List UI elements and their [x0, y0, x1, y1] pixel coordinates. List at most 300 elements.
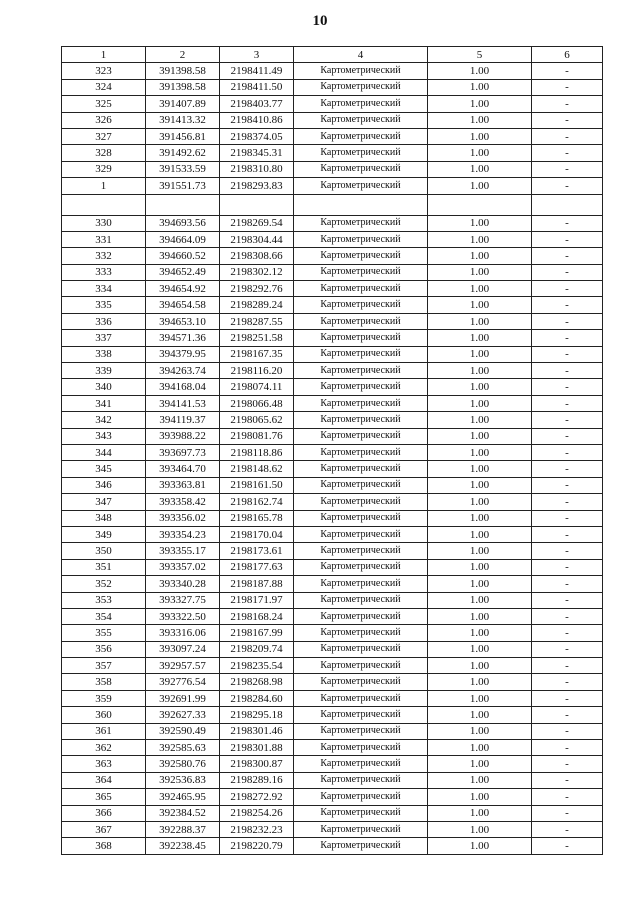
method-cell: Картометрический: [294, 805, 428, 821]
accuracy-cell: 1.00: [428, 821, 532, 837]
accuracy-cell: 1.00: [428, 313, 532, 329]
y-coordinate-cell: 2198403.77: [220, 96, 294, 112]
method-cell: Картометрический: [294, 346, 428, 362]
x-coordinate-cell: 394664.09: [146, 231, 220, 247]
table-row: [62, 444, 603, 460]
point-number-cell: 367: [62, 821, 146, 837]
method-cell: Картометрический: [294, 428, 428, 444]
note-cell: -: [532, 444, 603, 460]
x-coordinate-cell: 394119.37: [146, 412, 220, 428]
x-coordinate-cell: 392627.33: [146, 707, 220, 723]
accuracy-cell: 1.00: [428, 128, 532, 144]
y-coordinate-cell: 2198295.18: [220, 707, 294, 723]
note-cell: -: [532, 477, 603, 493]
method-cell: Картометрический: [294, 559, 428, 575]
note-cell: -: [532, 128, 603, 144]
y-coordinate-cell: 2198269.54: [220, 215, 294, 231]
x-coordinate-cell: 393327.75: [146, 592, 220, 608]
y-coordinate-cell: 2198066.48: [220, 395, 294, 411]
method-cell: Картометрический: [294, 128, 428, 144]
method-cell: Картометрический: [294, 79, 428, 95]
accuracy-cell: 1.00: [428, 363, 532, 379]
table-row: [62, 363, 603, 379]
table-row: [62, 526, 603, 542]
y-coordinate-cell: 2198254.26: [220, 805, 294, 821]
method-cell: Картометрический: [294, 608, 428, 624]
method-cell: Картометрический: [294, 658, 428, 674]
table-row: [62, 264, 603, 280]
y-coordinate-cell: 2198300.87: [220, 756, 294, 772]
method-cell: Картометрический: [294, 161, 428, 177]
note-cell: -: [532, 112, 603, 128]
note-cell: -: [532, 740, 603, 756]
table-row: [62, 63, 603, 79]
y-coordinate-cell: 2198167.35: [220, 346, 294, 362]
table-row: [62, 128, 603, 144]
x-coordinate-cell: 393358.42: [146, 494, 220, 510]
point-number-cell: 339: [62, 363, 146, 379]
accuracy-cell: 1.00: [428, 625, 532, 641]
point-number-cell: 364: [62, 772, 146, 788]
accuracy-cell: 1.00: [428, 576, 532, 592]
y-coordinate-cell: 2198301.88: [220, 740, 294, 756]
x-coordinate-cell: 393097.24: [146, 641, 220, 657]
method-cell: Картометрический: [294, 330, 428, 346]
empty-cell: [428, 194, 532, 215]
x-coordinate-cell: 392957.57: [146, 658, 220, 674]
note-cell: -: [532, 363, 603, 379]
table-row: [62, 379, 603, 395]
x-coordinate-cell: 393357.02: [146, 559, 220, 575]
note-cell: -: [532, 297, 603, 313]
method-cell: Картометрический: [294, 625, 428, 641]
y-coordinate-cell: 2198187.88: [220, 576, 294, 592]
method-cell: Картометрический: [294, 145, 428, 161]
note-cell: -: [532, 63, 603, 79]
accuracy-cell: 1.00: [428, 756, 532, 772]
accuracy-cell: 1.00: [428, 379, 532, 395]
table-row: [62, 428, 603, 444]
y-coordinate-cell: 2198171.97: [220, 592, 294, 608]
accuracy-cell: 1.00: [428, 346, 532, 362]
y-coordinate-cell: 2198411.49: [220, 63, 294, 79]
note-cell: -: [532, 379, 603, 395]
point-number-cell: 334: [62, 281, 146, 297]
x-coordinate-cell: 393355.17: [146, 543, 220, 559]
note-cell: -: [532, 608, 603, 624]
table-row: [62, 674, 603, 690]
point-number-cell: 326: [62, 112, 146, 128]
note-cell: -: [532, 412, 603, 428]
accuracy-cell: 1.00: [428, 510, 532, 526]
point-number-cell: 341: [62, 395, 146, 411]
accuracy-cell: 1.00: [428, 674, 532, 690]
point-number-cell: 342: [62, 412, 146, 428]
accuracy-cell: 1.00: [428, 231, 532, 247]
point-number-cell: 366: [62, 805, 146, 821]
point-number-cell: 330: [62, 215, 146, 231]
point-number-cell: 333: [62, 264, 146, 280]
method-cell: Картометрический: [294, 444, 428, 460]
note-cell: -: [532, 592, 603, 608]
y-coordinate-cell: 2198345.31: [220, 145, 294, 161]
note-cell: -: [532, 805, 603, 821]
accuracy-cell: 1.00: [428, 63, 532, 79]
x-coordinate-cell: 392691.99: [146, 690, 220, 706]
x-coordinate-cell: 393988.22: [146, 428, 220, 444]
accuracy-cell: 1.00: [428, 789, 532, 805]
y-coordinate-cell: 2198287.55: [220, 313, 294, 329]
x-coordinate-cell: 392384.52: [146, 805, 220, 821]
method-cell: Картометрический: [294, 248, 428, 264]
point-number-cell: 337: [62, 330, 146, 346]
accuracy-cell: 1.00: [428, 461, 532, 477]
accuracy-cell: 1.00: [428, 658, 532, 674]
method-cell: Картометрический: [294, 215, 428, 231]
accuracy-cell: 1.00: [428, 740, 532, 756]
y-coordinate-cell: 2198161.50: [220, 477, 294, 493]
note-cell: -: [532, 707, 603, 723]
column-header: 2: [146, 47, 220, 63]
point-number-cell: 351: [62, 559, 146, 575]
note-cell: -: [532, 96, 603, 112]
method-cell: Картометрический: [294, 494, 428, 510]
point-number-cell: 363: [62, 756, 146, 772]
point-number-cell: 355: [62, 625, 146, 641]
table-row: [62, 178, 603, 194]
note-cell: -: [532, 330, 603, 346]
point-number-cell: 335: [62, 297, 146, 313]
point-number-cell: 348: [62, 510, 146, 526]
x-coordinate-cell: 391492.62: [146, 145, 220, 161]
x-coordinate-cell: 393356.02: [146, 510, 220, 526]
point-number-cell: 329: [62, 161, 146, 177]
empty-cell: [146, 194, 220, 215]
table-row: [62, 723, 603, 739]
note-cell: -: [532, 461, 603, 477]
table-row: [62, 330, 603, 346]
x-coordinate-cell: 392776.54: [146, 674, 220, 690]
note-cell: -: [532, 178, 603, 194]
note-cell: -: [532, 145, 603, 161]
x-coordinate-cell: 392590.49: [146, 723, 220, 739]
point-number-cell: 1: [62, 178, 146, 194]
table-row: [62, 559, 603, 575]
x-coordinate-cell: 393363.81: [146, 477, 220, 493]
x-coordinate-cell: 394693.56: [146, 215, 220, 231]
x-coordinate-cell: 391413.32: [146, 112, 220, 128]
method-cell: Картометрический: [294, 281, 428, 297]
accuracy-cell: 1.00: [428, 494, 532, 510]
y-coordinate-cell: 2198289.16: [220, 772, 294, 788]
table-body: [62, 63, 603, 854]
accuracy-cell: 1.00: [428, 412, 532, 428]
table-row: [62, 510, 603, 526]
header-row: [62, 47, 603, 63]
method-cell: Картометрический: [294, 576, 428, 592]
y-coordinate-cell: 2198065.62: [220, 412, 294, 428]
column-header: 6: [532, 47, 603, 63]
note-cell: -: [532, 281, 603, 297]
method-cell: Картометрический: [294, 772, 428, 788]
y-coordinate-cell: 2198268.98: [220, 674, 294, 690]
note-cell: -: [532, 838, 603, 854]
x-coordinate-cell: 394168.04: [146, 379, 220, 395]
point-number-cell: 346: [62, 477, 146, 493]
accuracy-cell: 1.00: [428, 526, 532, 542]
accuracy-cell: 1.00: [428, 281, 532, 297]
x-coordinate-cell: 393354.23: [146, 526, 220, 542]
note-cell: -: [532, 625, 603, 641]
point-number-cell: 360: [62, 707, 146, 723]
y-coordinate-cell: 2198374.05: [220, 128, 294, 144]
note-cell: -: [532, 395, 603, 411]
method-cell: Картометрический: [294, 526, 428, 542]
method-cell: Картометрический: [294, 313, 428, 329]
note-cell: -: [532, 526, 603, 542]
accuracy-cell: 1.00: [428, 112, 532, 128]
y-coordinate-cell: 2198293.83: [220, 178, 294, 194]
y-coordinate-cell: 2198167.99: [220, 625, 294, 641]
empty-cell: [294, 194, 428, 215]
table-row: [62, 805, 603, 821]
note-cell: -: [532, 428, 603, 444]
table-row: [62, 789, 603, 805]
point-number-cell: 340: [62, 379, 146, 395]
accuracy-cell: 1.00: [428, 297, 532, 313]
point-number-cell: 368: [62, 838, 146, 854]
column-header: 3: [220, 47, 294, 63]
note-cell: -: [532, 821, 603, 837]
point-number-cell: 350: [62, 543, 146, 559]
point-number-cell: 354: [62, 608, 146, 624]
note-cell: -: [532, 494, 603, 510]
note-cell: -: [532, 674, 603, 690]
note-cell: -: [532, 543, 603, 559]
table-row: [62, 96, 603, 112]
point-number-cell: 325: [62, 96, 146, 112]
note-cell: -: [532, 690, 603, 706]
point-number-cell: 343: [62, 428, 146, 444]
page-number: 10: [312, 13, 328, 29]
y-coordinate-cell: 2198411.50: [220, 79, 294, 95]
x-coordinate-cell: 393322.50: [146, 608, 220, 624]
method-cell: Картометрический: [294, 690, 428, 706]
method-cell: Картометрический: [294, 96, 428, 112]
table-row: [62, 707, 603, 723]
x-coordinate-cell: 391398.58: [146, 63, 220, 79]
note-cell: -: [532, 576, 603, 592]
x-coordinate-cell: 392585.63: [146, 740, 220, 756]
point-number-cell: 336: [62, 313, 146, 329]
y-coordinate-cell: 2198177.63: [220, 559, 294, 575]
y-coordinate-cell: 2198301.46: [220, 723, 294, 739]
y-coordinate-cell: 2198308.66: [220, 248, 294, 264]
accuracy-cell: 1.00: [428, 608, 532, 624]
x-coordinate-cell: 393316.06: [146, 625, 220, 641]
point-number-cell: 358: [62, 674, 146, 690]
y-coordinate-cell: 2198232.23: [220, 821, 294, 837]
note-cell: -: [532, 313, 603, 329]
point-number-cell: 359: [62, 690, 146, 706]
y-coordinate-cell: 2198251.58: [220, 330, 294, 346]
method-cell: Картометрический: [294, 412, 428, 428]
x-coordinate-cell: 393697.73: [146, 444, 220, 460]
point-number-cell: 361: [62, 723, 146, 739]
y-coordinate-cell: 2198209.74: [220, 641, 294, 657]
x-coordinate-cell: 392536.83: [146, 772, 220, 788]
accuracy-cell: 1.00: [428, 395, 532, 411]
y-coordinate-cell: 2198116.20: [220, 363, 294, 379]
point-number-cell: 331: [62, 231, 146, 247]
accuracy-cell: 1.00: [428, 805, 532, 821]
point-number-cell: 323: [62, 63, 146, 79]
accuracy-cell: 1.00: [428, 264, 532, 280]
method-cell: Картометрический: [294, 707, 428, 723]
table-row: [62, 543, 603, 559]
accuracy-cell: 1.00: [428, 248, 532, 264]
note-cell: -: [532, 641, 603, 657]
coordinates-table: [61, 46, 603, 855]
point-number-cell: 332: [62, 248, 146, 264]
accuracy-cell: 1.00: [428, 444, 532, 460]
point-number-cell: 352: [62, 576, 146, 592]
point-number-cell: 327: [62, 128, 146, 144]
method-cell: Картометрический: [294, 63, 428, 79]
x-coordinate-cell: 394571.36: [146, 330, 220, 346]
accuracy-cell: 1.00: [428, 592, 532, 608]
method-cell: Картометрический: [294, 838, 428, 854]
accuracy-cell: 1.00: [428, 145, 532, 161]
point-number-cell: 365: [62, 789, 146, 805]
x-coordinate-cell: 393464.70: [146, 461, 220, 477]
x-coordinate-cell: 393340.28: [146, 576, 220, 592]
x-coordinate-cell: 391398.58: [146, 79, 220, 95]
accuracy-cell: 1.00: [428, 838, 532, 854]
method-cell: Картометрический: [294, 756, 428, 772]
separator-row: [62, 194, 603, 215]
note-cell: -: [532, 231, 603, 247]
x-coordinate-cell: 392465.95: [146, 789, 220, 805]
x-coordinate-cell: 394660.52: [146, 248, 220, 264]
y-coordinate-cell: 2198173.61: [220, 543, 294, 559]
method-cell: Картометрический: [294, 112, 428, 128]
table-row: [62, 690, 603, 706]
y-coordinate-cell: 2198289.24: [220, 297, 294, 313]
method-cell: Картометрический: [294, 641, 428, 657]
empty-cell: [62, 194, 146, 215]
note-cell: -: [532, 789, 603, 805]
column-header: 4: [294, 47, 428, 63]
y-coordinate-cell: 2198272.92: [220, 789, 294, 805]
x-coordinate-cell: 394141.53: [146, 395, 220, 411]
table-row: [62, 231, 603, 247]
y-coordinate-cell: 2198170.04: [220, 526, 294, 542]
table-row: [62, 112, 603, 128]
method-cell: Картометрический: [294, 592, 428, 608]
table-row: [62, 592, 603, 608]
accuracy-cell: 1.00: [428, 772, 532, 788]
table-row: [62, 576, 603, 592]
point-number-cell: 349: [62, 526, 146, 542]
table-row: [62, 821, 603, 837]
accuracy-cell: 1.00: [428, 161, 532, 177]
point-number-cell: 356: [62, 641, 146, 657]
point-number-cell: 357: [62, 658, 146, 674]
x-coordinate-cell: 392238.45: [146, 838, 220, 854]
method-cell: Картометрический: [294, 297, 428, 313]
point-number-cell: 328: [62, 145, 146, 161]
accuracy-cell: 1.00: [428, 543, 532, 559]
x-coordinate-cell: 391533.59: [146, 161, 220, 177]
method-cell: Картометрический: [294, 477, 428, 493]
method-cell: Картометрический: [294, 674, 428, 690]
note-cell: -: [532, 264, 603, 280]
point-number-cell: 324: [62, 79, 146, 95]
table-row: [62, 313, 603, 329]
table-row: [62, 756, 603, 772]
note-cell: -: [532, 215, 603, 231]
table-row: [62, 641, 603, 657]
table-row: [62, 740, 603, 756]
y-coordinate-cell: 2198410.86: [220, 112, 294, 128]
point-number-cell: 347: [62, 494, 146, 510]
table-row: [62, 79, 603, 95]
table-row: [62, 248, 603, 264]
accuracy-cell: 1.00: [428, 477, 532, 493]
note-cell: -: [532, 79, 603, 95]
y-coordinate-cell: 2198074.11: [220, 379, 294, 395]
method-cell: Картометрический: [294, 821, 428, 837]
method-cell: Картометрический: [294, 363, 428, 379]
method-cell: Картометрический: [294, 789, 428, 805]
x-coordinate-cell: 394379.95: [146, 346, 220, 362]
method-cell: Картометрический: [294, 395, 428, 411]
method-cell: Картометрический: [294, 740, 428, 756]
x-coordinate-cell: 394653.10: [146, 313, 220, 329]
note-cell: -: [532, 510, 603, 526]
method-cell: Картометрический: [294, 723, 428, 739]
y-coordinate-cell: 2198284.60: [220, 690, 294, 706]
y-coordinate-cell: 2198235.54: [220, 658, 294, 674]
note-cell: -: [532, 248, 603, 264]
point-number-cell: 338: [62, 346, 146, 362]
table-row: [62, 772, 603, 788]
method-cell: Картометрический: [294, 510, 428, 526]
y-coordinate-cell: 2198304.44: [220, 231, 294, 247]
table-row: [62, 477, 603, 493]
y-coordinate-cell: 2198148.62: [220, 461, 294, 477]
table-row: [62, 281, 603, 297]
table-row: [62, 838, 603, 854]
x-coordinate-cell: 391407.89: [146, 96, 220, 112]
point-number-cell: 353: [62, 592, 146, 608]
note-cell: -: [532, 559, 603, 575]
accuracy-cell: 1.00: [428, 641, 532, 657]
point-number-cell: 362: [62, 740, 146, 756]
table-row: [62, 412, 603, 428]
y-coordinate-cell: 2198118.86: [220, 444, 294, 460]
accuracy-cell: 1.00: [428, 723, 532, 739]
accuracy-cell: 1.00: [428, 79, 532, 95]
x-coordinate-cell: 394263.74: [146, 363, 220, 379]
accuracy-cell: 1.00: [428, 690, 532, 706]
table-row: [62, 461, 603, 477]
table-row: [62, 215, 603, 231]
method-cell: Картометрический: [294, 379, 428, 395]
table-row: [62, 494, 603, 510]
note-cell: -: [532, 161, 603, 177]
